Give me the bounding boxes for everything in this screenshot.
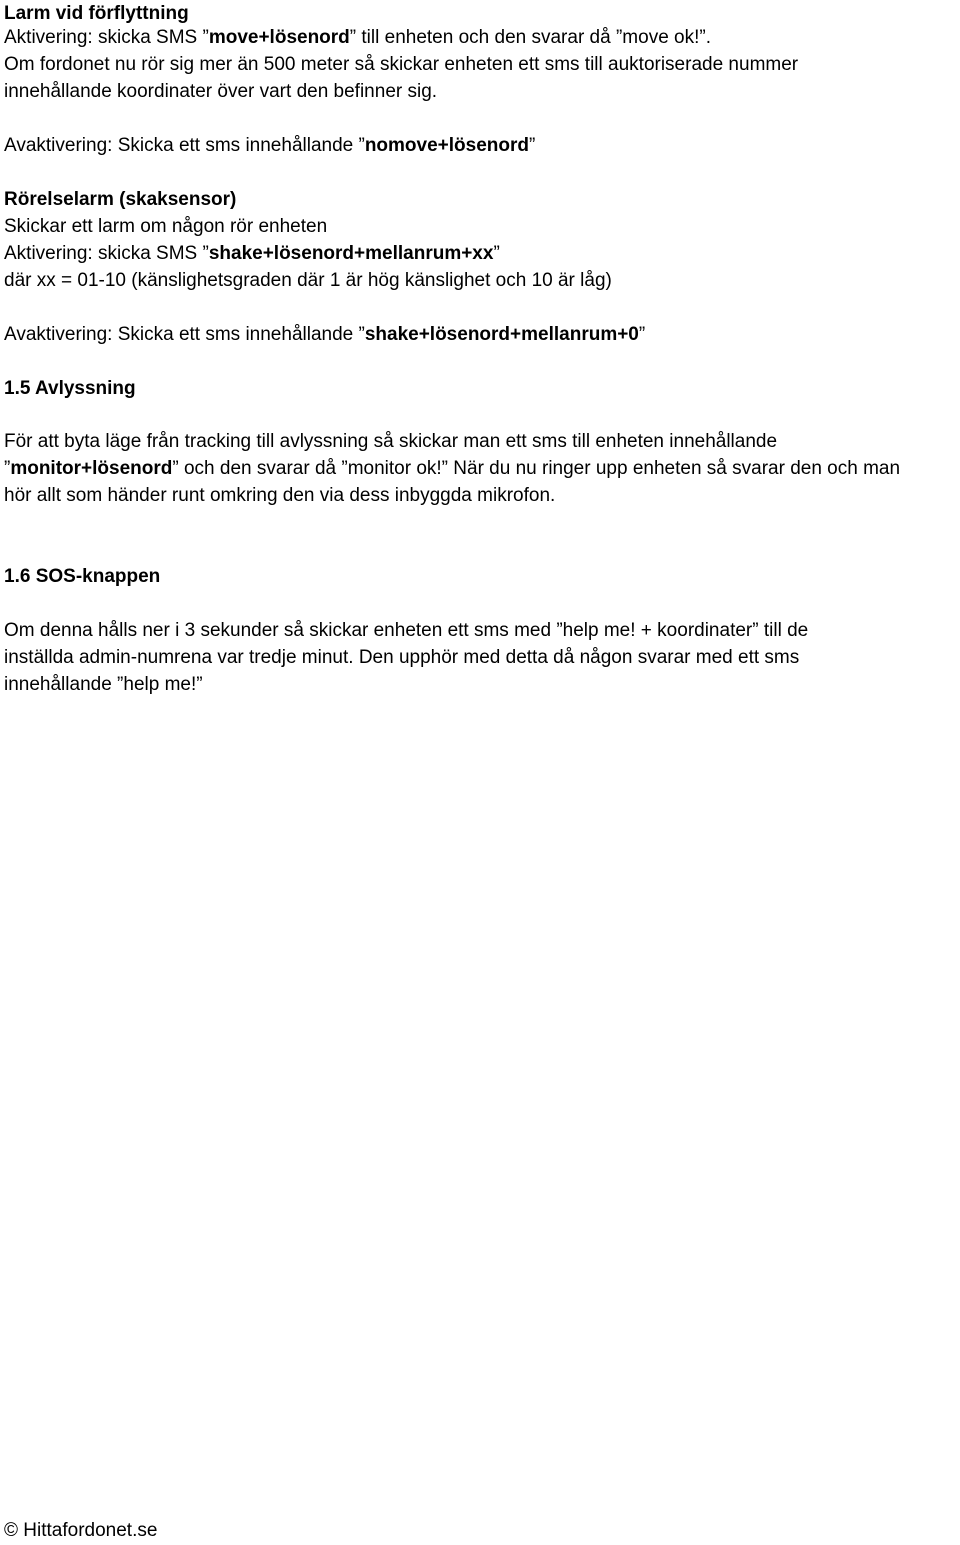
sos-line-3: innehållande ”help me!” (4, 674, 203, 695)
shake-alarm-heading: Rörelselarm (skaksensor) (4, 189, 237, 210)
move-alarm-deactivation: Avaktivering: Skicka ett sms innehållande ”nomove+lösenord” (4, 135, 536, 156)
footer-site-name: Hittafordonet.se (23, 1520, 158, 1541)
monitor-line-1: För att byta läge från tracking till avlyssning så skickar man ett sms till enheten innehållande (4, 431, 778, 452)
move-alarm-heading: Larm vid förflyttning (4, 3, 189, 24)
monitor-heading: 1.5 Avlyssning (4, 378, 136, 399)
shake-alarm-activation: Aktivering: skicka SMS ”shake+lösenord+mellanrum+xx” (4, 243, 500, 264)
shake-alarm-description: Skickar ett larm om någon rör enheten (4, 216, 328, 237)
sos-line-1: Om denna hålls ner i 3 sekunder så skickar enheten ett sms med ”help me! + koordinater” till de (4, 620, 809, 641)
monitor-line-3: hör allt som händer runt omkring den via dess inbyggda mikrofon. (4, 485, 556, 506)
shake-command: shake+lösenord+mellanrum+xx (208, 243, 494, 264)
move-command: move+lösenord (208, 27, 350, 48)
sos-line-2: inställda admin-numrena var tredje minut. Den upphör med detta då någon svarar med ett sms (4, 647, 800, 668)
move-alarm-description-2: innehållande koordinater över vart den befinner sig. (4, 81, 438, 102)
move-alarm-description-1: Om fordonet nu rör sig mer än 500 meter så skickar enheten ett sms till auktoriserade nummer (4, 54, 799, 75)
copyright-icon: © (4, 1520, 18, 1541)
nomove-command: nomove+lösenord (364, 135, 529, 156)
monitor-command: monitor+lösenord (10, 458, 173, 479)
shake-alarm-deactivation: Avaktivering: Skicka ett sms innehållande ”shake+lösenord+mellanrum+0” (4, 324, 646, 345)
shake-alarm-sensitivity: där xx = 01-10 (känslighetsgraden där 1 är hög känslighet och 10 är låg) (4, 270, 612, 291)
monitor-line-2: ”monitor+lösenord” och den svarar då ”monitor ok!” När du nu ringer upp enheten så svarar den och man (4, 458, 901, 479)
sos-heading: 1.6 SOS-knappen (4, 566, 161, 587)
move-alarm-activation: Aktivering: skicka SMS ”move+lösenord” till enheten och den svarar då ”move ok!”. (4, 27, 711, 48)
shake-off-command: shake+lösenord+mellanrum+0 (364, 324, 639, 345)
